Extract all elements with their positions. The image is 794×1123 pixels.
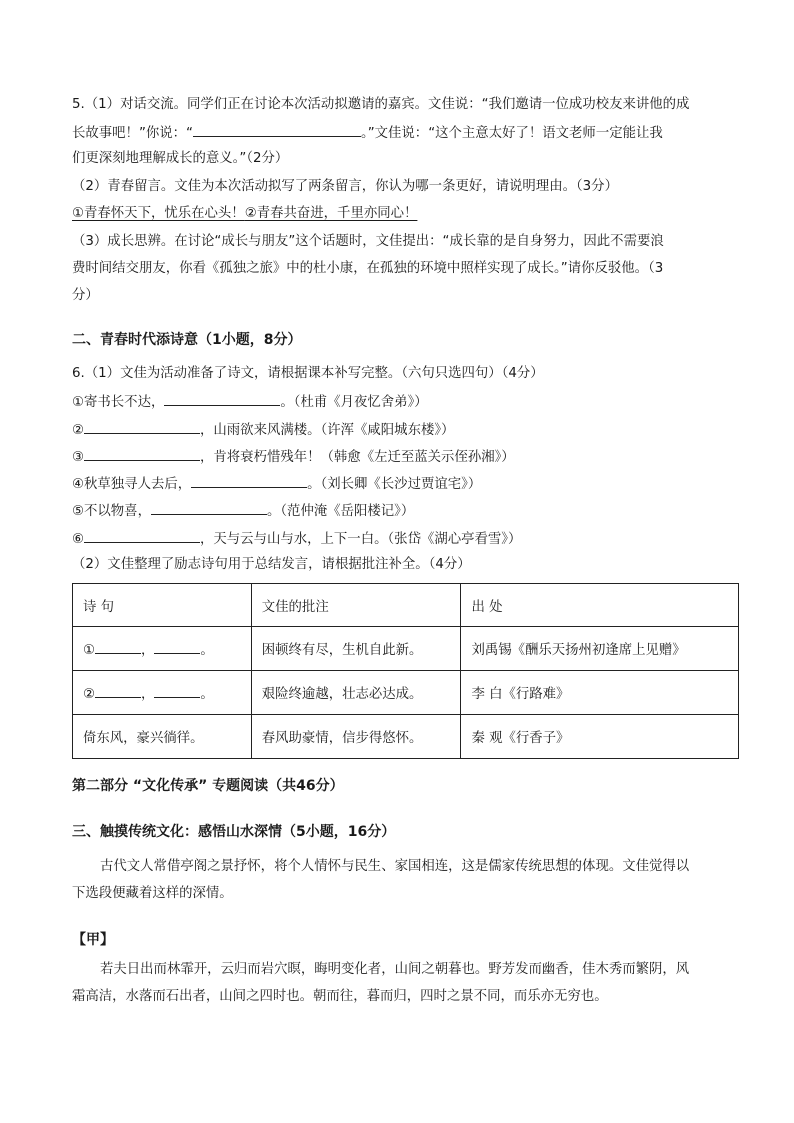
q6-intro: 6.（1）文佳为活动准备了诗文，请根据课本补写完整。（六句只选四句）（4分） [72, 366, 544, 381]
cell-comma: ， [141, 643, 155, 658]
section2-heading: 二、青春时代添诗意（1小题，8分） [72, 332, 302, 348]
poem-cell [73, 671, 252, 715]
header-cell: 诗 句 [73, 584, 252, 627]
q5-line2-start: 长故事吧！”你说：“ [72, 126, 193, 141]
option-2: ②青春共奋进，千里亦同心！ [244, 206, 418, 221]
part2-heading: 第二部分 “文化传承” 专题阅读（共46分） [72, 778, 344, 794]
poem-item-3-pre: ③ [72, 450, 85, 465]
cell-comma: ， [141, 687, 155, 702]
answer-blank[interactable] [191, 473, 307, 488]
section3-intro-line2: 下选段便藏着这样的深情。 [72, 886, 233, 901]
poem-cell: 倚东风，豪兴徜徉。 [73, 715, 252, 759]
poem-cell [73, 627, 252, 671]
q5-part3-line3: 分） [72, 288, 99, 303]
q6-part2: （2）文佳整理了励志诗句用于总结发言，请根据批注补全。（4分） [72, 557, 471, 572]
poem-item-6-pre: ⑥ [72, 532, 85, 547]
source-cell: 刘禹锡《酬乐天扬州初逢席上见赠》 [461, 627, 739, 671]
passage-line1: 若夫日出而林霏开，云归而岩穴暝，晦明变化者，山间之朝暮也。野芳发而幽香，佳木秀而繁阴，风 [100, 962, 690, 977]
poem-item-4 [72, 473, 732, 495]
cell-period: 。 [200, 687, 214, 702]
poem-item-4-post: 。（刘长卿《长沙过贾谊宅》） [307, 477, 482, 492]
answer-blank[interactable] [84, 419, 200, 434]
table-header-row [73, 584, 739, 627]
answer-blank[interactable] [95, 684, 141, 698]
cell-prefix: ① [83, 643, 96, 658]
poem-item-1-post: 。（杜甫《月夜忆舍弟》） [280, 395, 428, 410]
q5-part3-line2: 费时间结交朋友，你看《孤独之旅》中的杜小康，在孤独的环境中照样实现了成长。”请你反驳他。（3 [72, 261, 664, 276]
table-row [73, 627, 739, 671]
poem-item-3-post: ，肯将衰朽惜残年！（韩愈《左迁至蓝关示侄孙湘》） [200, 450, 515, 465]
table-row [73, 671, 739, 715]
q5-part2: （2）青春留言。文佳为本次活动拟写了两条留言，你认为哪一条更好，请说明理由。（3分） [72, 179, 618, 194]
poem-table [72, 583, 739, 759]
poem-item-6 [72, 528, 732, 550]
annotation-cell: 春风助豪情，信步得悠怀。 [251, 715, 461, 759]
poem-item-5-post: 。（范仲淹《岳阳楼记》） [266, 504, 415, 519]
answer-blank[interactable] [151, 500, 267, 515]
poem-item-5-pre: ⑤不以物喜， [72, 504, 151, 519]
answer-blank[interactable] [154, 684, 200, 698]
section3-intro-line1: 古代文人常借亭阁之景抒怀，将个人情怀与民生、家国相连，这是儒家传统思想的体现。文佳觉得以 [100, 859, 690, 874]
answer-blank[interactable] [154, 640, 200, 654]
poem-item-2 [72, 419, 732, 441]
passage-line2: 霜高洁，水落而石出者，山间之四时也。朝而往，暮而归，四时之景不同，而乐亦无穷也。 [72, 989, 608, 1004]
poem-item-4-pre: ④秋草独寻人去后， [72, 477, 192, 492]
source-cell: 秦 观《行香子》 [461, 715, 739, 759]
cell-period: 。 [200, 643, 214, 658]
poem-item-1-pre: ①寄书长不达， [72, 395, 165, 410]
poem-item-2-pre: ② [72, 423, 85, 438]
cell-prefix: ② [83, 687, 96, 702]
poem-item-6-post: ，天与云与山与水，上下一白。（张岱《湖心亭看雪》） [200, 532, 522, 547]
q5-line3: 们更深刻地理解成长的意义。”（2分） [72, 151, 289, 166]
table-row [73, 715, 739, 759]
passage-label: 【甲】 [72, 932, 114, 948]
poem-item-2-post: ，山雨欲来风满楼。（许浑《咸阳城东楼》） [200, 423, 455, 438]
poem-item-5 [72, 500, 732, 522]
q5-line2-end: 。”文佳说：“这个主意太好了！语文老师一定能让我 [361, 126, 663, 141]
answer-blank[interactable] [84, 446, 200, 461]
poem-item-3 [72, 446, 732, 468]
answer-blank[interactable] [164, 391, 280, 406]
q5-line2 [72, 122, 732, 144]
q5-line1: 5.（1）对话交流。同学们正在讨论本次活动拟邀请的嘉宾。文佳说：“我们邀请一位成功校友来讲他的成 [72, 97, 690, 112]
answer-blank[interactable] [84, 528, 200, 543]
header-cell: 出 处 [461, 584, 739, 627]
answer-blank[interactable] [95, 640, 141, 654]
source-cell: 李 白《行路难》 [461, 671, 739, 715]
answer-blank[interactable] [193, 122, 361, 137]
annotation-cell: 困顿终有尽，生机自此新。 [251, 627, 461, 671]
header-cell: 文佳的批注 [251, 584, 461, 627]
q5-options [72, 204, 732, 224]
section3-heading: 三、触摸传统文化：感悟山水深情（5小题，16分） [72, 824, 396, 840]
option-1: ①青春怀天下，忧乐在心头！ [72, 206, 245, 221]
poem-item-1 [72, 391, 732, 413]
q5-part3-line1: （3）成长思辨。在讨论“成长与朋友”这个话题时，文佳提出：“成长靠的是自身努力，因此不需要浪 [72, 234, 664, 249]
annotation-cell: 艰险终逾越，壮志必达成。 [251, 671, 461, 715]
